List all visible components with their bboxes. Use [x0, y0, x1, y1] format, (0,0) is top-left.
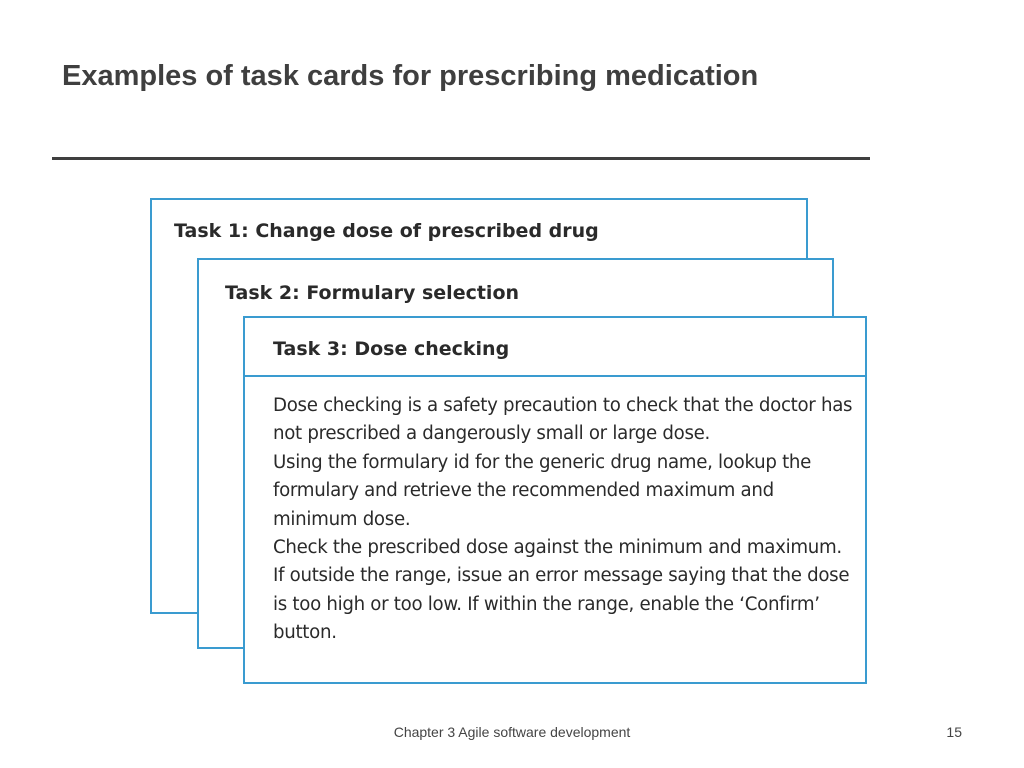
slide-title: Examples of task cards for prescribing medication: [62, 60, 759, 92]
task-card-3-body: [273, 392, 853, 648]
task-card-1-title: Task 1: Change dose of prescribed drug: [174, 220, 599, 242]
task-card-3-paragraph: Using the formulary id for the generic drug name, lookup the formulary and retrieve the recommended maximum and minimum dose.: [273, 451, 812, 530]
title-underline: [52, 157, 870, 160]
task-card-3-paragraph: Dose checking is a safety precaution to check that the doctor has not prescribed a dangerously small or large dose.: [273, 395, 853, 445]
task-card-3: [243, 316, 867, 684]
footer-chapter-text: Chapter 3 Agile software development: [393, 724, 631, 740]
task-card-3-title: Task 3: Dose checking: [273, 338, 510, 360]
task-card-3-paragraph: Check the prescribed dose against the minimum and maximum. If outside the range, issue an error message saying that the dose is too high or too low. If within the range, enable the ‘Confirm’ button.: [273, 537, 850, 644]
task-card-3-divider: [245, 375, 865, 377]
footer-page-number: 15: [946, 724, 962, 740]
task-card-2-title: Task 2: Formulary selection: [225, 282, 520, 304]
